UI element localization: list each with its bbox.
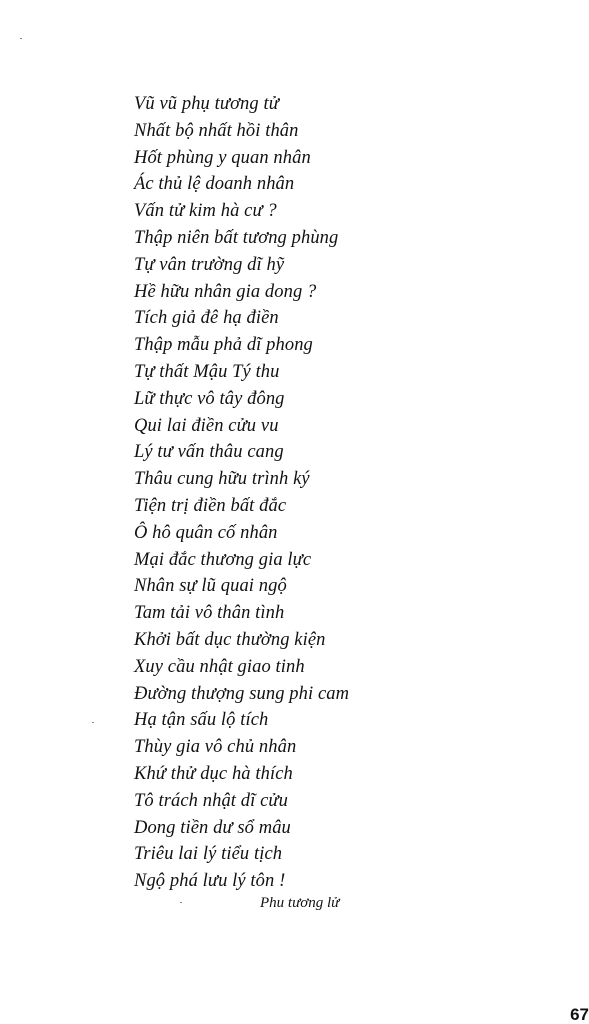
poem-line: Thùy gia vô chủ nhân: [134, 737, 297, 758]
poem-line: Thập niên bất tương phùng: [134, 227, 339, 248]
poem-line: Hốt phùng y quan nhân: [134, 147, 311, 168]
poem-line: Đường thượng sung phi cam: [134, 683, 350, 704]
poem-line: Triêu lai lý tiểu tịch: [134, 844, 283, 865]
poem-line: Vấn tử kim hà cư ?: [134, 201, 277, 222]
poem-line: Nhất bộ nhất hồi thân: [134, 120, 299, 141]
poem-line: Nhân sự lũ quai ngộ: [134, 576, 287, 597]
poem: [134, 91, 349, 895]
poem-line: Hề hữu nhân gia dong ?: [134, 281, 317, 302]
poem-line: Tô trách nhật dĩ cửu: [134, 790, 288, 811]
page-number: 67: [570, 1005, 589, 1024]
poem-line: Mại đắc thương gia lực: [134, 549, 312, 570]
poem-line: Tam tải vô thân tình: [134, 603, 285, 624]
poem-line: Khứ thử dục hà thích: [134, 763, 293, 784]
scan-speck: [20, 38, 22, 39]
poem-line: Hạ tận sấu lộ tích: [134, 710, 269, 731]
poem-attribution: Phu tương lử: [260, 895, 340, 911]
scan-speck: [92, 722, 94, 723]
poem-line: Ác thủ lệ doanh nhân: [134, 174, 295, 195]
poem-line: Khởi bất dục thường kiện: [134, 629, 326, 650]
poem-line: Vũ vũ phụ tương tử: [134, 94, 279, 114]
poem-line: Thập mẫu phả dĩ phong: [134, 335, 313, 356]
poem-line: Lữ thực vô tây đông: [134, 388, 285, 409]
poem-line: Ngộ phá lưu lý tôn !: [134, 871, 286, 892]
poem-line: Xuy cầu nhật giao tinh: [134, 656, 305, 677]
poem-line: Lý tư vấn thâu cang: [134, 442, 284, 463]
poem-line: Tự thất Mậu Tý thu: [134, 361, 280, 382]
poem-line: Tích giả đê hạ điền: [134, 308, 279, 329]
scan-speck: [180, 902, 182, 903]
poem-line: Ô hô quân cố nhân: [134, 522, 278, 543]
poem-line: Thâu cung hữu trình ký: [134, 469, 310, 490]
poem-line: Tiện trị điền bất đắc: [134, 495, 287, 516]
poem-line: Tự vân trường dĩ hỹ: [134, 254, 285, 275]
poem-line: Qui lai điền cửu vu: [134, 415, 279, 436]
poem-line: Dong tiền dư sổ mâu: [134, 817, 291, 838]
